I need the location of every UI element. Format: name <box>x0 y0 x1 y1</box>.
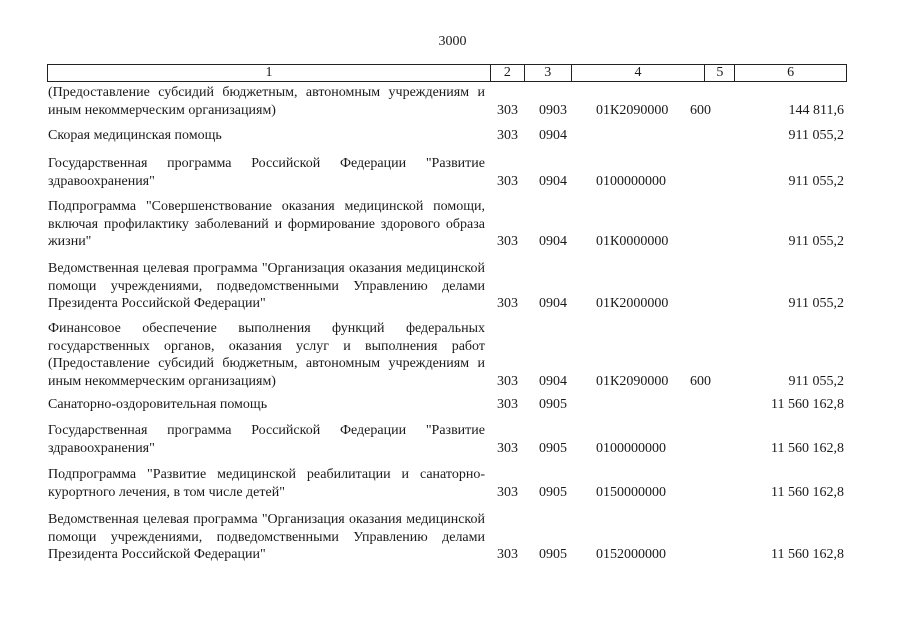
row-target-article: 01К2000000 <box>596 296 669 311</box>
row-description: Государственная программа Российской Федерации "Развитие здравоохранения" <box>48 156 485 189</box>
row-section-code: 0905 <box>539 397 567 412</box>
row-amount: 911 055,2 <box>788 373 844 389</box>
row-glava: 303 <box>497 102 518 118</box>
row-amount: 11 560 162,8 <box>771 440 844 456</box>
row-section-code: 0904 <box>539 128 567 143</box>
row-glava: 303 <box>497 373 518 389</box>
row-glava: 303 <box>497 173 518 189</box>
table-header <box>47 64 847 82</box>
row-target-article: 0100000000 <box>596 440 666 456</box>
row-amount: 911 055,2 <box>788 296 844 311</box>
row-description: Скорая медицинская помощь <box>48 128 222 143</box>
row-glava: 303 <box>497 128 518 143</box>
row-section-code: 0905 <box>539 440 567 456</box>
row-expense-type: 600 <box>690 102 711 118</box>
row-description: Финансовое обеспечение выполнения функций федеральных государственных органов, оказания услуг и выполнения работ (Предоставление субсидий бюджетным, автономным учреждениям и иным некоммерческим организациям) <box>48 321 485 389</box>
row-target-article: 01К0000000 <box>596 234 669 249</box>
row-section-code: 0904 <box>539 296 567 311</box>
page-number: 3000 <box>438 34 467 49</box>
row-amount: 911 055,2 <box>788 128 844 143</box>
table-row <box>0 84 905 119</box>
row-description: Ведомственная целевая программа "Организация оказания медицинской помощи учреждениями, подведомственными Управлению делами Президента Российской Федерации" <box>48 512 485 562</box>
table-row <box>0 127 905 145</box>
row-section-code: 0905 <box>539 547 567 562</box>
row-glava: 303 <box>497 440 518 456</box>
row-description: Государственная программа Российской Федерации "Развитие здравоохранения" <box>48 423 485 456</box>
column-header-4: 4 <box>572 65 706 81</box>
column-header-2: 2 <box>491 65 525 81</box>
table-row <box>0 260 905 313</box>
row-amount: 144 811,6 <box>788 102 844 118</box>
row-target-article: 0152000000 <box>596 547 666 562</box>
row-section-code: 0903 <box>539 102 567 118</box>
row-section-code: 0904 <box>539 234 567 249</box>
column-header-5: 5 <box>705 65 735 81</box>
table-row <box>0 422 905 457</box>
row-glava: 303 <box>497 484 518 500</box>
row-amount: 11 560 162,8 <box>771 484 844 500</box>
row-target-article: 0100000000 <box>596 173 666 189</box>
column-header-6: 6 <box>787 65 795 80</box>
row-section-code: 0904 <box>539 173 567 189</box>
row-expense-type: 600 <box>690 373 711 389</box>
row-description: Ведомственная целевая программа "Организация оказания медицинской помощи учреждениями, подведомственными Управлению делами Президента Российской Федерации" <box>48 261 485 311</box>
column-header-1: 1 <box>48 65 491 81</box>
table-row <box>0 320 905 390</box>
row-glava: 303 <box>497 296 518 311</box>
row-amount: 11 560 162,8 <box>771 547 844 562</box>
row-description: Подпрограмма "Совершенствование оказания медицинской помощи, включая профилактику заболеваний и формирование здорового образа жизни" <box>48 199 485 249</box>
table-row <box>0 466 905 501</box>
table-row <box>0 198 905 251</box>
table-row <box>0 155 905 190</box>
row-section-code: 0904 <box>539 373 567 389</box>
row-target-article: 0150000000 <box>596 484 666 500</box>
row-amount: 911 055,2 <box>788 234 844 249</box>
row-amount: 11 560 162,8 <box>771 397 844 412</box>
row-target-article: 01К2090000 <box>596 102 669 118</box>
row-description: Санаторно-оздоровительная помощь <box>48 397 268 412</box>
row-glava: 303 <box>497 397 518 412</box>
row-target-article: 01К2090000 <box>596 373 669 389</box>
column-header-3: 3 <box>525 65 572 81</box>
row-glava: 303 <box>497 547 518 562</box>
row-section-code: 0905 <box>539 484 567 500</box>
row-description: Подпрограмма "Развитие медицинской реабилитации и санаторно- курортного лечения, в том числе детей" <box>48 467 485 500</box>
row-amount: 911 055,2 <box>788 173 844 189</box>
table-row <box>0 396 905 414</box>
row-glava: 303 <box>497 234 518 249</box>
row-description: (Предоставление субсидий бюджетным, автономным учреждениям и иным некоммерческим организациям) <box>48 85 485 118</box>
table-row <box>0 511 905 564</box>
